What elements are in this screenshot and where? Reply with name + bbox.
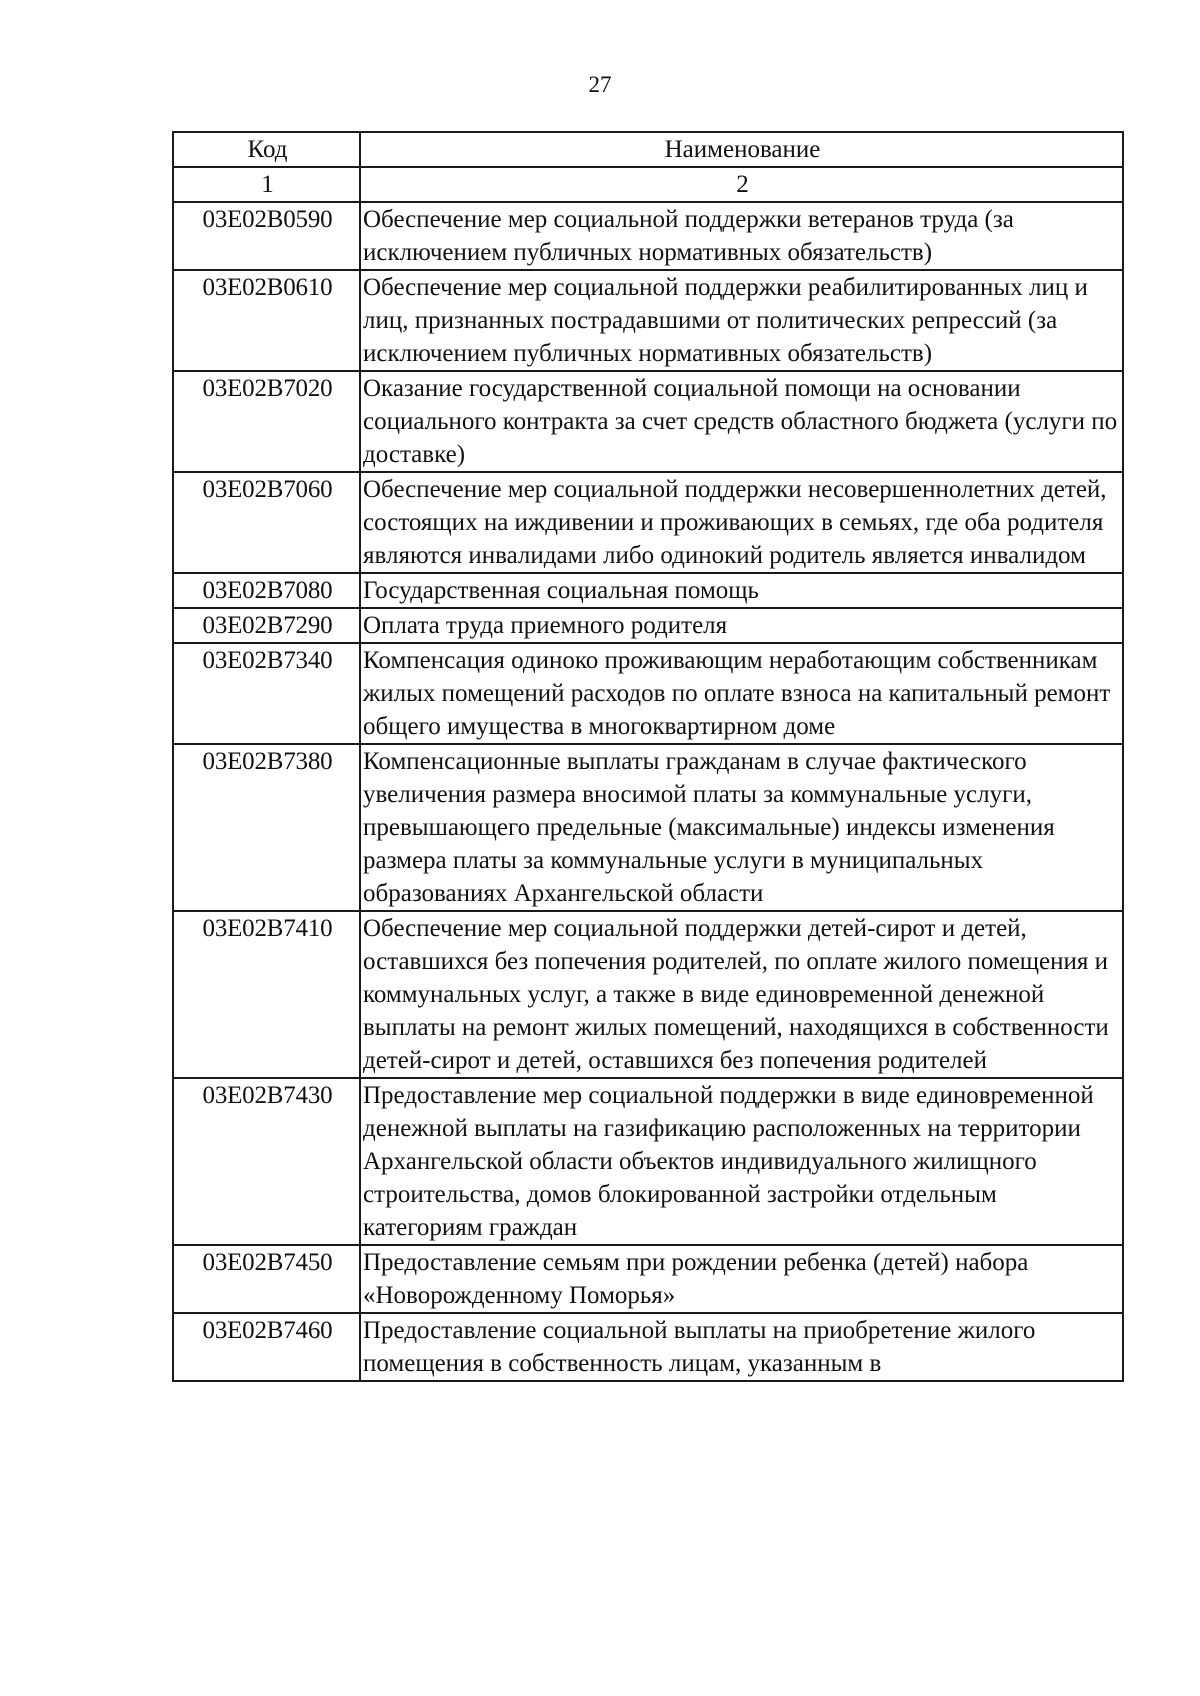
header-name: Наименование <box>360 132 1123 167</box>
row-code: 03E02B7410 <box>173 911 360 1078</box>
row-name: Предоставление социальной выплаты на приобретение жилого помещения в собственность лицам, указанным в <box>360 1313 1123 1381</box>
header-code: Код <box>173 132 360 167</box>
column-number-row <box>173 167 1123 202</box>
table-row <box>173 1245 1123 1313</box>
row-name: Государственная социальная помощь <box>360 573 1123 608</box>
row-code: 03E02B7460 <box>173 1313 360 1381</box>
table-row <box>173 608 1123 643</box>
row-name: Обеспечение мер социальной поддержки несовершеннолетних детей, состоящих на иждивении и проживающих в семьях, где оба родителя являются инвалидами либо одинокий родитель является инвалидом <box>360 472 1123 573</box>
row-code: 03E02B7430 <box>173 1078 360 1245</box>
column-number-code: 1 <box>173 167 360 202</box>
row-code: 03E02B7380 <box>173 744 360 911</box>
table-row <box>173 270 1123 371</box>
row-name: Обеспечение мер социальной поддержки ветеранов труда (за исключением публичных нормативных обязательств) <box>360 202 1123 270</box>
row-code: 03E02B0610 <box>173 270 360 371</box>
table-row <box>173 573 1123 608</box>
row-code: 03E02B7450 <box>173 1245 360 1313</box>
table-row <box>173 1313 1123 1381</box>
row-name: Предоставление мер социальной поддержки в виде единовременной денежной выплаты на газификацию расположенных на территории Архангельской области объектов индивидуального жилищного строительства, домов блокированной застройки отдельным категориям граждан <box>360 1078 1123 1245</box>
row-name: Оказание государственной социальной помощи на основании социального контракта за счет средств областного бюджета (услуги по доставке) <box>360 371 1123 472</box>
row-code: 03E02B0590 <box>173 202 360 270</box>
row-code: 03E02B7080 <box>173 573 360 608</box>
row-code: 03E02B7060 <box>173 472 360 573</box>
row-name: Обеспечение мер социальной поддержки детей-сирот и детей, оставшихся без попечения родителей, по оплате жилого помещения и коммунальных услуг, а также в виде единовременной денежной выплаты на ремонт жилых помещений, находящихся в собственности детей-сирот и детей, оставшихся без попечения родителей <box>360 911 1123 1078</box>
table-row <box>173 202 1123 270</box>
table-row <box>173 371 1123 472</box>
column-number-name: 2 <box>360 167 1123 202</box>
table-row <box>173 643 1123 744</box>
row-name: Обеспечение мер социальной поддержки реабилитированных лиц и лиц, признанных пострадавшими от политических репрессий (за исключением публичных нормативных обязательств) <box>360 270 1123 371</box>
row-code: 03E02B7340 <box>173 643 360 744</box>
table-row <box>173 1078 1123 1245</box>
row-code: 03E02B7020 <box>173 371 360 472</box>
table-row <box>173 744 1123 911</box>
row-name: Оплата труда приемного родителя <box>360 608 1123 643</box>
row-name: Компенсация одиноко проживающим неработающим собственникам жилых помещений расходов по оплате взноса на капитальный ремонт общего имущества в многоквартирном доме <box>360 643 1123 744</box>
page-number: 27 <box>588 72 612 97</box>
table-header-row <box>173 132 1123 167</box>
row-name: Предоставление семьям при рождении ребенка (детей) набора «Новорожденному Поморья» <box>360 1245 1123 1313</box>
code-table <box>172 131 1124 1382</box>
table-row <box>173 472 1123 573</box>
table-row <box>173 911 1123 1078</box>
row-name: Компенсационные выплаты гражданам в случае фактического увеличения размера вносимой платы за коммунальные услуги, превышающего предельные (максимальные) индексы изменения размера платы за коммунальные услуги в муниципальных образованиях Архангельской области <box>360 744 1123 911</box>
row-code: 03E02B7290 <box>173 608 360 643</box>
